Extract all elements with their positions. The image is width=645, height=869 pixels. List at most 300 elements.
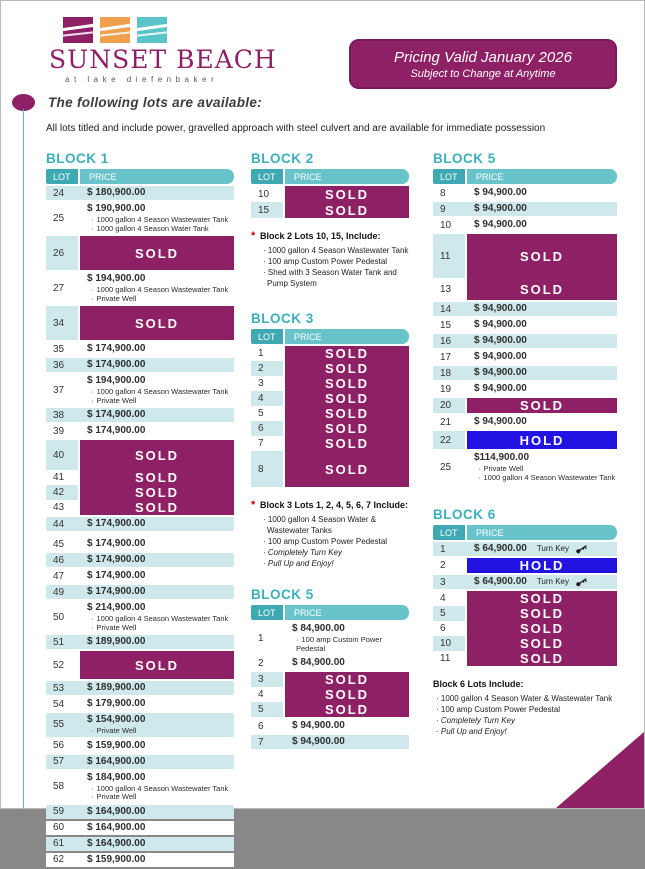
price-bullet-item: · 1000 gallon 4 Season Wastewater Tank (91, 215, 229, 224)
lot-column-header: LOT (251, 605, 283, 620)
lot-cell: 61 (46, 837, 78, 851)
logo-square-teal (137, 17, 167, 43)
table-row (251, 451, 409, 487)
lot-cell: 2 (433, 558, 465, 573)
table-row (46, 553, 234, 567)
price-column-header: PRICE (467, 169, 617, 184)
table-row (433, 218, 617, 232)
note-item: · Shed with 3 Season Water Tank and Pump System (263, 268, 397, 288)
lot-cell: 11 (433, 651, 465, 666)
price-bullet-item: · 1000 gallon 4 Season Wastewater Tank (478, 472, 616, 482)
price-value: $ 174,900.00 (87, 538, 146, 549)
note-item: · 1000 gallon 4 Season Wastewater Tank (263, 246, 409, 255)
column-2 (251, 151, 409, 869)
lot-cell: 20 (433, 398, 465, 413)
price-value: $ 94,900.00 (292, 720, 345, 731)
lot-cell: 45 (46, 537, 78, 551)
lot-cell: 59 (46, 805, 78, 819)
price-value: $ 189,900.00 (87, 636, 146, 647)
table-row (46, 470, 234, 485)
lot-cell: 58 (46, 771, 78, 803)
lot-cell: 18 (433, 366, 465, 380)
table-row (46, 440, 234, 470)
price-text (87, 838, 234, 850)
price-cell (465, 366, 617, 380)
table-header-row (46, 169, 234, 184)
price-cell (78, 537, 234, 551)
lot-column-header: LOT (433, 169, 465, 184)
price-bullet-item: · Private Well (91, 395, 137, 405)
price-cell (78, 358, 234, 372)
sold-badge: SOLD (467, 651, 617, 666)
price-cell (78, 202, 234, 234)
price-cell (78, 553, 234, 567)
lot-column-header: LOT (46, 169, 78, 184)
price-text (292, 623, 409, 635)
price-bullet-item: · Private Well (91, 293, 137, 303)
lot-cell: 47 (46, 569, 78, 583)
table-row (433, 366, 617, 380)
price-text (474, 335, 617, 347)
price-text (87, 554, 234, 566)
note-item: · Pull Up and Enjoy! (263, 559, 334, 568)
table-row (251, 622, 409, 654)
price-cell (78, 374, 234, 406)
table-row (46, 424, 234, 438)
lot-cell: 2 (251, 361, 283, 376)
price-text (87, 636, 234, 648)
hold-badge: HOLD (467, 431, 617, 449)
hold-badge: HOLD (467, 558, 617, 573)
column-1 (46, 151, 234, 869)
lot-cell: 4 (251, 391, 283, 406)
lot-cell: 2 (251, 656, 283, 670)
sold-badge: SOLD (80, 651, 234, 679)
note-title: Block 2 Lots 10, 15, Include: (260, 231, 381, 241)
price-value: $ 174,900.00 (87, 425, 146, 436)
note-item: · 100 amp Custom Power Pedestal (263, 537, 388, 546)
price-cell (78, 408, 234, 422)
lot-cell: 34 (46, 306, 78, 340)
price-text (87, 806, 234, 818)
price-text (474, 203, 617, 215)
note-item: · 100 amp Custom Power Pedestal (436, 705, 561, 714)
price-bullets (292, 636, 409, 653)
lot-cell: 55 (46, 713, 78, 737)
sold-badge: SOLD (467, 278, 617, 300)
lot-cell: 21 (433, 415, 465, 429)
price-text (87, 714, 234, 726)
sold-badge: SOLD (285, 391, 409, 406)
note-title: Block 6 Lots Include: (433, 679, 524, 689)
lot-cell: 43 (46, 500, 78, 515)
table-row (251, 702, 409, 717)
price-cell (283, 735, 409, 749)
price-cell (78, 585, 234, 599)
table-row (251, 719, 409, 733)
price-bullet-item: · 1000 gallon 4 Season Wastewater Tank (91, 285, 229, 294)
bullet-dot: · (91, 622, 94, 632)
price-text (87, 682, 234, 694)
table-row (46, 306, 234, 340)
price-value: $ 159,900.00 (87, 853, 146, 865)
logo-square-purple (63, 17, 93, 43)
price-value: $ 94,900.00 (474, 335, 527, 346)
table-row (433, 202, 617, 216)
table-row (433, 575, 617, 589)
lot-column-header: LOT (251, 329, 283, 344)
lot-cell: 6 (433, 621, 465, 636)
lot-cell: 3 (251, 376, 283, 391)
price-cell (78, 342, 234, 356)
price-text (87, 273, 234, 285)
table-row (433, 382, 617, 396)
price-text (474, 416, 617, 428)
price-bullet-item: · 1000 gallon 4 Season Wastewater Tank (91, 783, 229, 793)
lot-cell: 44 (46, 517, 78, 531)
block-section (46, 151, 234, 867)
price-cell (465, 350, 617, 364)
table-row (46, 585, 234, 599)
table-row (46, 358, 234, 372)
lot-cell: 1 (433, 542, 465, 556)
price-cell (78, 853, 234, 867)
table-row (433, 186, 617, 200)
price-text (87, 822, 234, 834)
sold-badge: SOLD (285, 186, 409, 202)
lot-cell: 22 (433, 431, 465, 449)
banner-line2: Subject to Change at Anytime (410, 67, 556, 80)
price-bullet-item: · Private Well (478, 464, 524, 473)
lot-cell: 15 (433, 318, 465, 332)
lot-cell: 8 (433, 186, 465, 200)
lot-cell: 10 (251, 186, 283, 202)
price-bullets (87, 785, 234, 802)
price-value: $ 194,900.00 (87, 273, 146, 284)
lot-cell: 35 (46, 342, 78, 356)
logo-subtitle: at lake diefenbaker (65, 75, 219, 84)
price-value: $ 64,900.00 (474, 576, 527, 587)
table-row (46, 853, 234, 867)
table-row (46, 601, 234, 633)
lot-cell: 46 (46, 553, 78, 567)
table-row (251, 376, 409, 391)
table-header-row (251, 169, 409, 184)
price-value: $ 174,900.00 (87, 570, 146, 581)
price-cell (465, 575, 617, 589)
price-value: $ 94,900.00 (292, 736, 345, 747)
lot-cell: 7 (251, 436, 283, 451)
block-section (251, 311, 409, 569)
table-row (433, 451, 617, 483)
table-row (251, 391, 409, 406)
lot-cell: 5 (433, 606, 465, 621)
table-row (433, 558, 617, 573)
table-row (433, 398, 617, 413)
price-text (474, 367, 617, 379)
note-item: · 1000 gallon 4 Season Water & Wastewater Tanks (263, 515, 377, 535)
logo-square-orange (100, 17, 130, 43)
block-title: BLOCK 6 (433, 507, 496, 522)
lot-cell: 49 (46, 585, 78, 599)
price-value: $ 94,900.00 (474, 319, 527, 330)
price-value: $ 94,900.00 (474, 187, 527, 198)
price-text (87, 187, 234, 199)
price-text (87, 409, 234, 421)
bullet-dot: · (478, 464, 481, 473)
price-cell (465, 334, 617, 348)
bullet-dot: · (91, 726, 94, 735)
lot-cell: 3 (433, 575, 465, 589)
lot-cell: 7 (251, 735, 283, 749)
price-value: $ 84,900.00 (292, 623, 345, 634)
price-cell (465, 415, 617, 429)
price-value: $ 174,900.00 (87, 409, 146, 420)
table-row (251, 346, 409, 361)
price-cell (78, 755, 234, 769)
table-row (46, 537, 234, 551)
table-row (251, 656, 409, 670)
pricing-valid-banner (349, 39, 617, 89)
lot-cell: 13 (433, 278, 465, 300)
price-text (474, 383, 617, 395)
sold-badge: SOLD (80, 306, 234, 340)
table-row (433, 636, 617, 651)
price-column-header: PRICE (467, 525, 617, 540)
lot-column-header: LOT (433, 525, 465, 540)
lot-cell: 6 (251, 719, 283, 733)
note-item: · Completely Turn Key (436, 716, 515, 725)
price-value: $ 154,900.00 (87, 714, 146, 725)
price-bullets (87, 727, 234, 736)
price-value: $114,900.00 (474, 452, 530, 463)
sold-badge: SOLD (467, 621, 617, 636)
sold-badge: SOLD (467, 398, 617, 413)
table-row (46, 681, 234, 695)
sold-badge: SOLD (285, 406, 409, 421)
price-cell (78, 272, 234, 304)
table-row (46, 500, 234, 515)
price-cell (78, 739, 234, 753)
table-row (433, 621, 617, 636)
sold-badge: SOLD (467, 606, 617, 621)
price-column-header: PRICE (285, 329, 409, 344)
price-cell (465, 451, 617, 483)
price-cell (78, 186, 234, 200)
price-cell (465, 542, 617, 556)
price-text (474, 187, 617, 199)
table-row (46, 821, 234, 835)
price-value: $ 164,900.00 (87, 755, 146, 767)
table-row (433, 415, 617, 429)
price-text (87, 343, 234, 355)
lot-cell: 10 (433, 636, 465, 651)
table-row (433, 542, 617, 556)
lot-cell: 37 (46, 374, 78, 406)
table-row (251, 672, 409, 687)
table-row (46, 697, 234, 711)
table-row (46, 408, 234, 422)
price-bullet-item: · 1000 gallon 4 Season Wastewater Tank (91, 614, 229, 623)
price-cell (78, 771, 234, 803)
block-note (251, 500, 409, 569)
block-title: BLOCK 5 (433, 151, 496, 166)
price-cell (465, 202, 617, 216)
block-title: BLOCK 2 (251, 151, 314, 166)
sold-badge: SOLD (80, 440, 234, 470)
table-row (433, 591, 617, 606)
table-header-row (251, 605, 409, 620)
bullet-dot: · (91, 614, 94, 623)
block-section (251, 587, 409, 749)
table-row (46, 771, 234, 803)
table-row (46, 651, 234, 679)
note-item: · Completely Turn Key (263, 548, 342, 557)
price-value: $ 94,900.00 (474, 303, 527, 314)
price-cell (465, 382, 617, 396)
table-row (433, 350, 617, 364)
table-row (251, 421, 409, 436)
table-row (251, 687, 409, 702)
price-bullets (87, 216, 234, 233)
table-row (433, 431, 617, 449)
note-item: · 1000 gallon 4 Season Water & Wastewater Tank (436, 694, 613, 703)
sold-badge: SOLD (285, 702, 409, 717)
sold-badge: SOLD (285, 672, 409, 687)
price-cell (78, 569, 234, 583)
page-heading: The following lots are available: (48, 95, 262, 110)
sold-badge: SOLD (285, 376, 409, 391)
price-value: $ 180,900.00 (87, 187, 146, 198)
table-row (46, 485, 234, 500)
price-text (474, 452, 617, 464)
sold-badge: SOLD (285, 451, 409, 487)
turn-key-label: Turn Key (536, 544, 569, 553)
table-row (46, 272, 234, 304)
price-value: $ 174,900.00 (87, 359, 146, 370)
price-value: $ 94,900.00 (474, 351, 527, 362)
price-text (87, 756, 234, 768)
left-rule-line (23, 109, 24, 810)
price-value: $ 194,900.00 (87, 375, 146, 386)
block-note (433, 679, 617, 737)
lot-cell: 4 (251, 687, 283, 702)
lot-cell: 15 (251, 202, 283, 218)
price-value: $ 174,900.00 (87, 554, 146, 565)
bullet-dot: · (91, 285, 94, 294)
price-value: $ 189,900.00 (87, 682, 146, 693)
price-value: $ 64,900.00 (474, 543, 527, 554)
table-row (46, 517, 234, 531)
price-cell (78, 601, 234, 633)
table-row (251, 406, 409, 421)
price-text (474, 303, 617, 315)
sold-badge: SOLD (285, 687, 409, 702)
lot-cell: 10 (433, 218, 465, 232)
lot-cell: 5 (251, 406, 283, 421)
table-row (46, 837, 234, 851)
table-row (433, 234, 617, 278)
table-row (433, 606, 617, 621)
price-bullets (87, 286, 234, 303)
heading-row (12, 94, 262, 111)
price-cell (465, 218, 617, 232)
table-row (46, 635, 234, 649)
lot-cell: 36 (46, 358, 78, 372)
key-icon (574, 542, 589, 556)
block-section (433, 151, 617, 483)
price-bullets (474, 465, 617, 482)
block-title: BLOCK 3 (251, 311, 314, 326)
lot-cell: 56 (46, 739, 78, 753)
note-item: · Pull Up and Enjoy! (436, 727, 507, 736)
turn-key-label: Turn Key (536, 577, 569, 586)
bullet-dot: · (91, 783, 94, 793)
sunset-beach-logo (49, 17, 277, 84)
price-cell (283, 656, 409, 670)
lot-cell: 51 (46, 635, 78, 649)
lot-cell: 6 (251, 421, 283, 436)
bullet-dot: · (91, 223, 94, 233)
table-row (251, 202, 409, 218)
block-title: BLOCK 5 (251, 587, 314, 602)
lot-cell: 57 (46, 755, 78, 769)
price-cell (465, 186, 617, 200)
price-text (87, 538, 234, 550)
table-header-row (251, 329, 409, 344)
lot-cell: 26 (46, 236, 78, 270)
table-row (46, 186, 234, 200)
block-section (251, 151, 409, 289)
price-bullet-item: · Private Well (91, 726, 137, 735)
lot-cell: 8 (251, 451, 283, 487)
bullet-dot: · (296, 635, 299, 644)
price-text (87, 854, 234, 866)
price-bullet-item: · 1000 gallon 4 Season Wastewater Tank (91, 387, 229, 396)
column-3 (433, 151, 617, 869)
price-text (87, 772, 234, 784)
sold-badge: SOLD (467, 234, 617, 278)
price-text (292, 657, 409, 669)
price-cell (465, 318, 617, 332)
price-text (87, 375, 234, 387)
lot-cell: 62 (46, 853, 78, 867)
lot-cell: 17 (433, 350, 465, 364)
price-value: $ 174,900.00 (87, 343, 146, 354)
key-icon (574, 575, 589, 589)
lot-cell: 60 (46, 821, 78, 835)
price-value: $ 94,900.00 (474, 367, 527, 378)
logo-wave-squares (63, 17, 277, 43)
price-value: $ 94,900.00 (474, 203, 527, 214)
price-value: $ 214,900.00 (87, 602, 146, 613)
table-row (46, 805, 234, 819)
sold-badge: SOLD (285, 361, 409, 376)
price-cell (78, 821, 234, 835)
price-value: $ 94,900.00 (474, 219, 527, 230)
price-value: $ 164,900.00 (87, 837, 146, 849)
price-text (87, 740, 234, 752)
price-column-header: PRICE (80, 169, 234, 184)
lot-cell: 1 (251, 622, 283, 654)
lot-cell: 24 (46, 186, 78, 200)
price-text (474, 351, 617, 363)
price-text (87, 425, 234, 437)
price-value: $ 94,900.00 (474, 383, 527, 394)
block-title: BLOCK 1 (46, 151, 109, 166)
bullet-dot: · (91, 387, 94, 396)
price-bullets (87, 615, 234, 632)
